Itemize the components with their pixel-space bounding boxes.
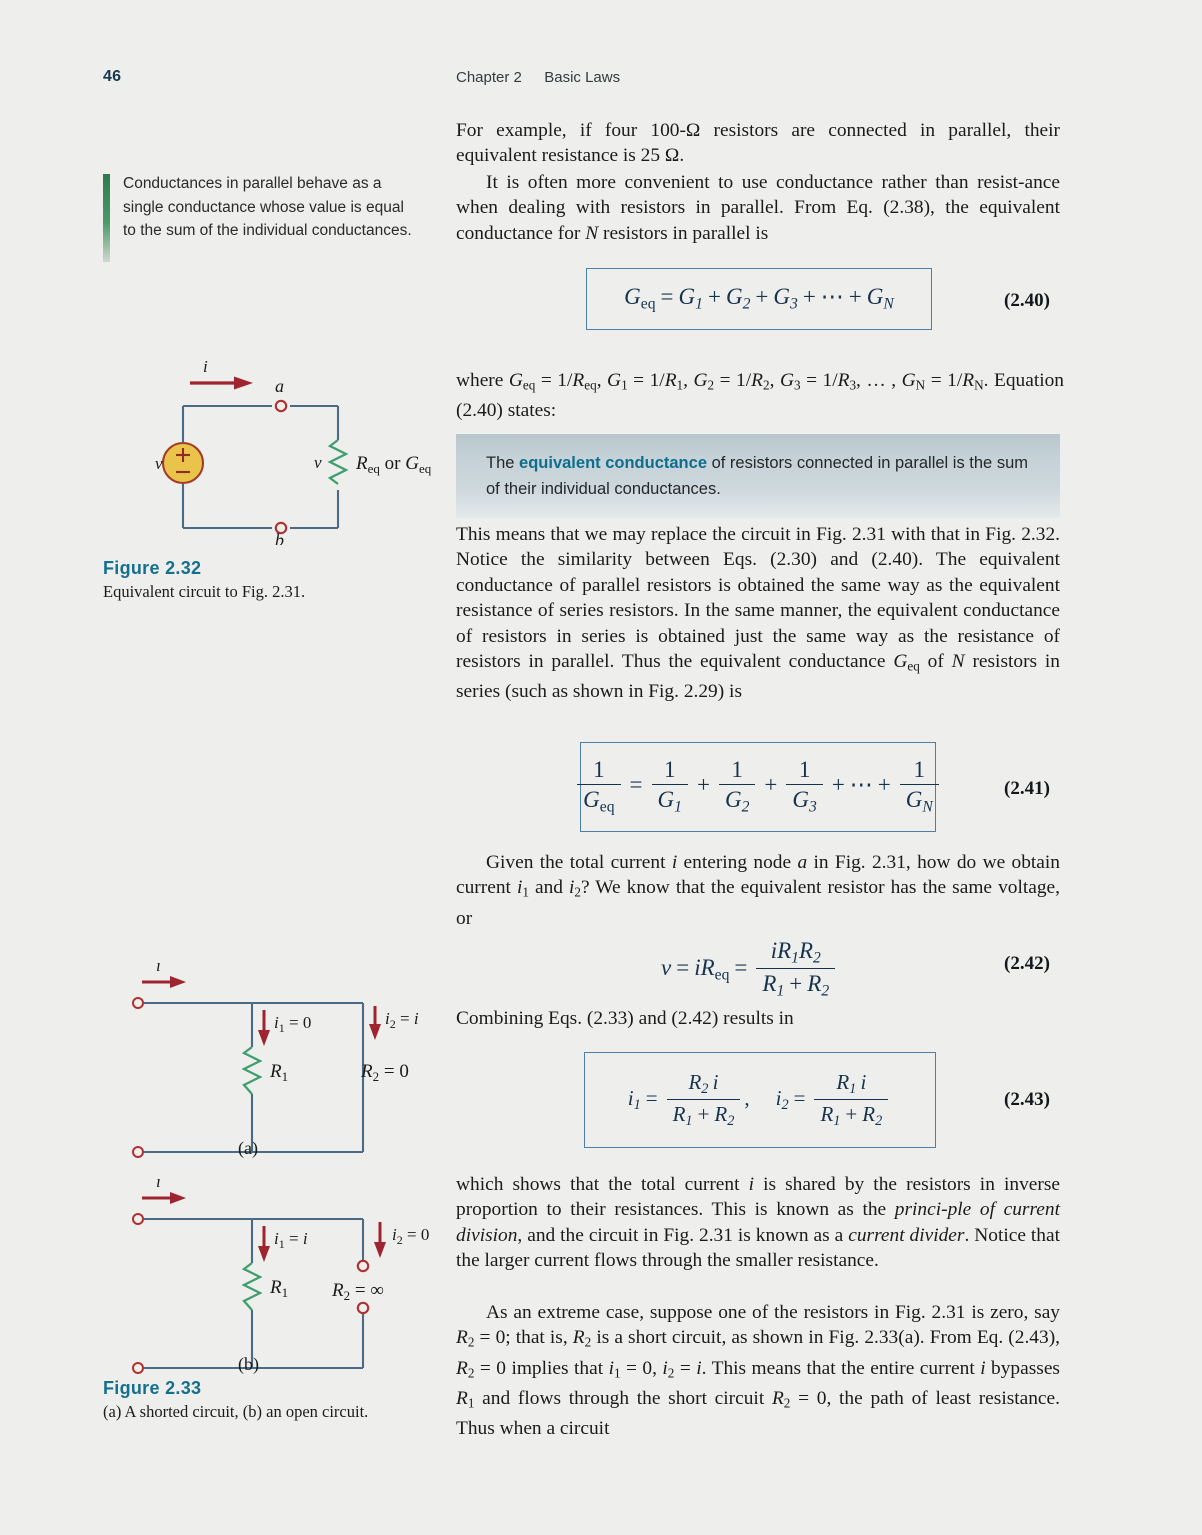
circuit-wires-a (144, 1003, 363, 1152)
equation-2-41-box (580, 742, 936, 832)
branch1-current-arrow-icon-a (258, 1010, 270, 1046)
bottom-terminal-icon-b (133, 1363, 143, 1373)
paragraph-extreme-case: As an extreme case, suppose one of the resistors in Fig. 2.31 is zero, say $R_2 = 0$; that is, $R_2$ is a short circuit, as shown in Fig. 2.33(a). From Eq. (2.43), $R_2 = 0$ implies that $i_1 = 0$, $i_2 = i$. This means that the entire current i bypasses $R_1$ and flows through the short circuit $R_2 = 0$, the path of least resistance. Thus when a circuit (456, 1302, 1060, 1439)
node-a-terminal-icon (276, 401, 286, 411)
figure-2-32-circuit (138, 360, 438, 550)
node-a-label: a (275, 376, 284, 396)
resistor-r2-label-a: $R_2 = 0$ (361, 1061, 409, 1084)
paragraph-intro: For example, if four 100-Ω resistors are connected in parallel, their equivalent resistance is 25 Ω. (456, 120, 1060, 167)
source-voltage-label: v (155, 454, 163, 473)
equation-2-42-number: (2.42) (1004, 953, 1050, 974)
resistor-symbol-icon (330, 440, 346, 484)
top-terminal-icon-a (133, 998, 143, 1008)
figure-2-33a-sublabel: (a) (238, 1138, 258, 1158)
equation-2-43-box (584, 1052, 936, 1148)
equation-2-43-number: (2.43) (1004, 1089, 1050, 1110)
figure-2-32-caption-text: Equivalent circuit to Fig. 2.31. (103, 582, 306, 601)
branch1-current-label-b: $i_1 = i$ (274, 1229, 308, 1251)
branch1-current-label-a: $i_1 = 0$ (274, 1013, 312, 1035)
page-number: 46 (103, 68, 122, 85)
resistor-r1-icon-a (244, 1047, 260, 1094)
running-head (456, 69, 620, 86)
figure-2-33b-sublabel: (b) (238, 1354, 259, 1374)
running-head-title: Basic Laws (544, 69, 621, 86)
node-b-label: b (275, 530, 284, 545)
paragraph-where-definitions: where $G_{eq} = 1/R_{eq}$, $G_1 = 1/R_1$, $G_2 = 1/R_2$, $G_3 = 1/R_3$, … , $G_N = 1/R_N$. Equation (2.40) states: (456, 370, 1064, 422)
margin-note (103, 172, 421, 243)
figure-2-33a-svg (118, 962, 438, 1162)
running-head-chapter: Chapter 2 (456, 69, 522, 86)
equation-2-43-math: $i_1$ = $\frac{R_2 i}{R_1 + R_2}$ , $i_2$ = $\frac{R_1 i}{R_1 + R_2}$ (628, 1070, 892, 1130)
margin-note-accent-bar (103, 174, 110, 262)
figure-2-33b-svg (118, 1178, 438, 1378)
definition-accent-term: equivalent conductance (519, 454, 707, 472)
figure-2-33-caption (103, 1378, 438, 1422)
figure-2-33b-circuit (118, 1178, 438, 1383)
paragraph-current-division-question: Given the total current i entering node a in Fig. 2.31, how do we obtain current $i_1$ and $i_2$? We know that the equivalent resistor has the same voltage, or (456, 852, 1060, 929)
equation-2-40-math: $G_{eq} = G_1 + G_2 + G_3$ + ⋯ + $G_N$ (624, 284, 894, 313)
input-current-label-a: i (156, 962, 161, 975)
current-arrow-icon (190, 377, 253, 390)
figure-2-32-number: Figure 2.32 (103, 558, 202, 578)
bottom-terminal-icon-a (133, 1147, 143, 1157)
resistor-r2-label-b: $R_2$ = ∞ (332, 1280, 384, 1303)
equation-2-41-math: $\frac{1}{G_{eq}}$ = $\frac{1}{G_1}$ + $\frac{1}{G_2}$ + $\frac{1}{G_3}$ + ⋯ + $\frac{1}{G_N}$ (573, 757, 943, 816)
resistor-r1-label-b: $R_1$ (270, 1277, 289, 1300)
branch2-current-label-b: $i_2 = 0$ (392, 1225, 430, 1247)
figure-2-32-current-label: i (203, 360, 208, 376)
definition-lead: The (486, 454, 520, 472)
open-gap-bottom-terminal-icon (358, 1303, 368, 1313)
top-terminal-icon-b (133, 1214, 143, 1224)
equivalent-element-label: $R_{eq}$ or $G_{eq}$ (356, 453, 432, 476)
paragraph-combining-eqs: Combining Eqs. (2.33) and (2.42) results in (456, 1008, 794, 1029)
definition-rest: of resistors connected in parallel is the sum of their individual conductances. (486, 454, 1028, 498)
figure-2-33-caption-text: (a) A shorted circuit, (b) an open circuit. (103, 1402, 369, 1421)
resistor-r1-icon-b (244, 1263, 260, 1310)
element-voltage-label: v (314, 453, 322, 472)
branch2-current-arrow-icon-b (374, 1222, 386, 1258)
margin-note-text: Conductances in parallel behave as a single conductance whose value is equal to the sum of the individual conductances. (123, 175, 412, 239)
equation-2-40-box (586, 268, 932, 330)
input-current-arrow-icon-a (142, 976, 186, 988)
definition-callout (456, 434, 1060, 518)
figure-2-33-number: Figure 2.33 (103, 1378, 202, 1398)
branch1-current-arrow-icon-b (258, 1226, 270, 1262)
open-gap-top-terminal-icon (358, 1261, 368, 1271)
input-current-label-b: i (156, 1178, 161, 1191)
circuit-wires-b (144, 1219, 363, 1368)
figure-2-33a-circuit (118, 962, 438, 1167)
figure-2-32-caption (103, 558, 438, 602)
resistor-r1-label-a: $R_1$ (270, 1061, 289, 1084)
branch2-current-label-a: $i_2 = i$ (385, 1009, 419, 1031)
paragraph-replace-circuit: This means that we may replace the circuit in Fig. 2.31 with that in Fig. 2.32. Notice the similarity between Eqs. (2.30) and (2.40). The equivalent conductance of parallel resistors is obtained the same way as the equivalent resistance of series resistors. In the same manner, the equivalent conductance of resistors in series is obtained just the same way as the resistance of resistors in parallel. Thus the equivalent conductance $G_{eq}$ of N resistors in series (such as shown in Fig. 2.29) is (456, 524, 1060, 703)
branch2-current-arrow-icon-a (369, 1006, 381, 1040)
paragraph-conductance-intro: It is often more convenient to use conductance rather than resist-ance when dealing with resistors in parallel. From Eq. (2.38), the equivalent conductance for N resistors in parallel is (456, 172, 1060, 244)
equation-2-42 (661, 938, 839, 1001)
equation-2-42-math: $v = iR_{eq}$ = $\frac{iR_1R_2}{R_1 + R_2}$ (661, 955, 839, 980)
voltage-source-icon (163, 443, 203, 483)
equation-2-41-number: (2.41) (1004, 778, 1050, 799)
input-current-arrow-icon-b (142, 1192, 186, 1204)
paragraph-current-divider: which shows that the total current i is shared by the resistors in inverse proportion to their resistances. This is known as the princi-ple of current division, and the circuit in Fig. 2.31 is known as a current divider. Notice that the larger current flows through the smaller resistance. (456, 1174, 1060, 1272)
equation-2-40-number: (2.40) (1004, 290, 1050, 311)
figure-2-32-svg (138, 360, 438, 545)
